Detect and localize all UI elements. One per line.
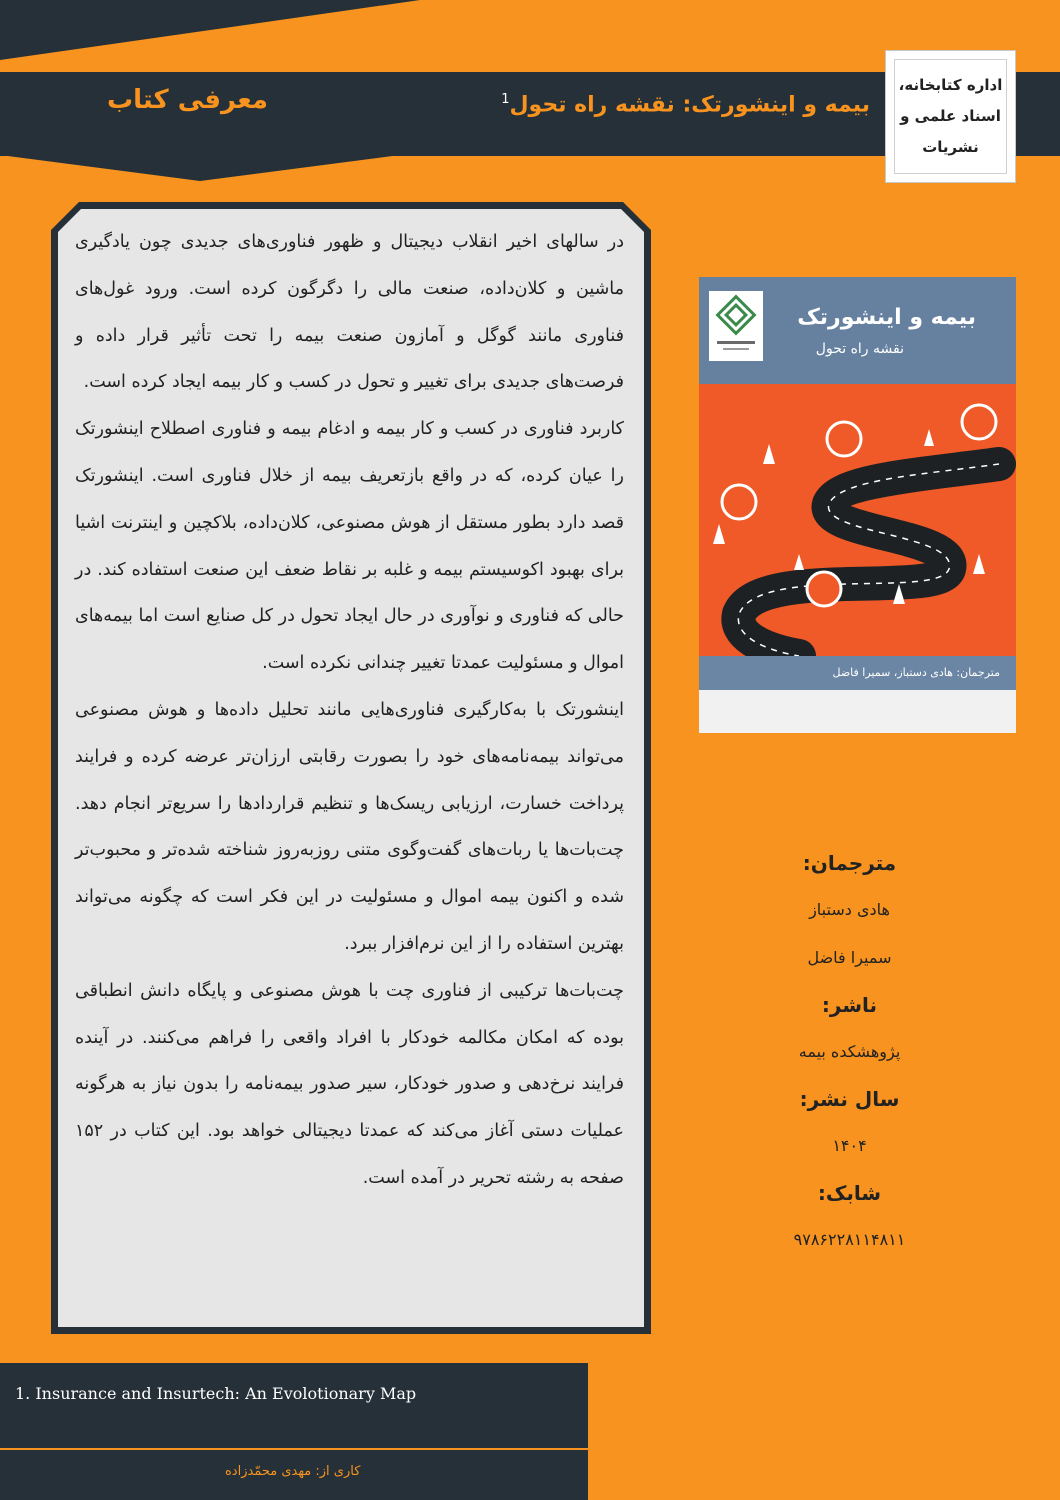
- translator-name: سمیرا فاضل: [807, 948, 892, 967]
- paragraph: در سالهای اخیر انقلاب دیجیتال و ظهور فناوری‌های جدیدی چون یادگیری ماشین و کلان‌داده، صنعت مالی را دگرگون کرده است. ورود غول‌های فناوری مانند گوگل و آمازون صنعت بیمه را تحت تأثیر قرار داده و فرصت‌های جدیدی برای تغییر و تحول در کسب و کار بیمه ایجاد کرده است.: [75, 232, 624, 393]
- book-title: [501, 80, 870, 120]
- isbn-label: شابک:: [817, 1181, 882, 1205]
- cover-title: بیمه و اینشورتک: [797, 305, 976, 330]
- cover-subtitle: نقشه راه تحول: [815, 341, 904, 357]
- footnote-marker: 1: [501, 92, 510, 107]
- translators-label: مترجمان:: [802, 851, 897, 875]
- office-line-3: نشریات: [922, 138, 979, 156]
- footer-divider: [0, 1448, 588, 1450]
- office-line-2: اسناد علمی و: [900, 107, 1001, 125]
- book-title-text: بیمه و اینشورتک: نقشه راه تحول: [509, 92, 870, 118]
- office-name: [894, 59, 1007, 174]
- paragraph: چت‌بات‌ها ترکیبی از فناوری چت با هوش مصنوعی و پایگاه دانش انطباقی بوده که امکان مکالمه خودکار با افراد واقعی را فراهم می‌کنند. در آینده فرایند نرخ‌دهی و صدور خودکار، سیر صدور بیمه‌نامه را بدون نیاز به هرگونه عملیات دستی آغاز می‌کند که عمدتا دیجیتالی خواهد بود. این کتاب در ۱۵۲ صفحه به رشته تحریر در آمده است.: [75, 980, 624, 1188]
- publisher-name: پژوهشکده بیمه: [798, 1042, 901, 1061]
- footnote: 1. Insurance and Insurtech: An Evolotionary Map: [15, 1384, 417, 1403]
- header-corner-decoration: [0, 0, 420, 60]
- book-info: [757, 848, 942, 1256]
- cover-illustration: [699, 384, 1016, 656]
- publication-year: ۱۴۰۴: [832, 1136, 867, 1155]
- book-cover-image: [699, 277, 1016, 733]
- paragraph: کاربرد فناوری در کسب و کار بیمه و ادغام بیمه و فناوری اصطلاح اینشورتک را عیان کرده، که در واقع بازتعریف بیمه از خلال فناوری است. اینشورتک قصد دارد بطور مستقل از هوش مصنوعی، کلان‌داده، بلاکچین و اینترنت اشیا برای بهبود اکوسیستم بیمه و غلبه بر نقاط ضعف این صنعت استفاده کند. در حالی که فناوری و نوآوری در حال ایجاد تحول در کل صنایع است اما بیمه‌های اموال و مسئولیت عمدتا تغییر چندانی نکرده است.: [75, 419, 624, 674]
- isbn-value: ۹۷۸۶۲۲۸۱۱۴۸۱۱: [793, 1230, 906, 1249]
- paragraph: اینشورتک با به‌کارگیری فناوری‌هایی مانند تحلیل داده‌ها و هوش مصنوعی می‌تواند بیمه‌نامه‌های خود را بصورت رقابتی ارزان‌تر عرضه کرده و فرایند پرداخت خسارت، ارزیابی ریسک‌ها و تنظیم قراردادها را سریع‌تر انجام دهد. چت‌بات‌ها یا ربات‌های گفت‌وگوی متنی روزبه‌روز شناخته شده‌تر و محبوب‌تر شده و اکنون بیمه اموال و مسئولیت در این فکر است که چگونه می‌تواند بهترین استفاده را از این نرم‌افزار ببرد.: [75, 699, 624, 954]
- author-credit: کاری از: مهدی محمّدزاده: [225, 1464, 361, 1479]
- cover-credit: مترجمان: هادی دستباز، سمیرا فاضل: [699, 656, 1016, 690]
- office-logo-box: [885, 50, 1016, 183]
- publisher-logo-icon: [709, 291, 763, 361]
- year-label: سال نشر:: [799, 1087, 900, 1111]
- section-label: معرفی کتاب: [107, 85, 268, 115]
- office-line-1: اداره کتابخانه،: [898, 76, 1003, 94]
- publisher-label: ناشر:: [821, 993, 878, 1017]
- translator-name: هادی دستباز: [809, 900, 890, 919]
- book-description: [75, 219, 624, 1202]
- header-notch-decoration: [0, 155, 400, 181]
